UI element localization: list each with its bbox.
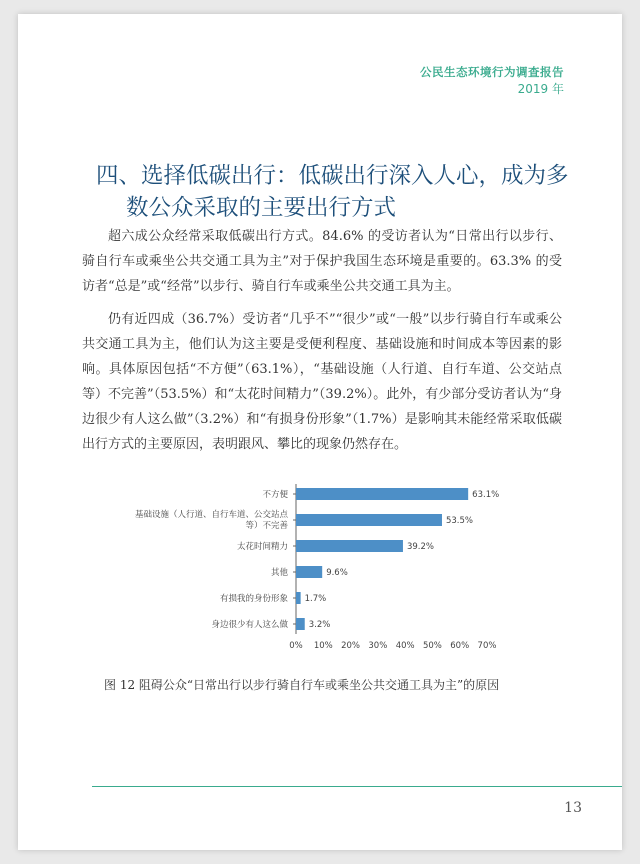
- chart-category-label: 有损我的身份形象: [219, 594, 288, 604]
- chart-category-label: 太花时间精力: [236, 542, 288, 552]
- chart-category-label: 其他: [270, 568, 288, 578]
- section-heading-line2: 数公众采取的主要出行方式: [126, 195, 397, 221]
- chart-x-tick-label: 10%: [313, 641, 333, 651]
- chart-caption: 图 12 阻碍公众“日常出行以步行骑自行车或乘坐公共交通工具为主”的原因: [104, 678, 500, 692]
- report-title: 公民生态环境行为调查报告: [420, 65, 564, 79]
- chart-x-tick-label: 0%: [289, 641, 303, 651]
- chart-bar: [296, 592, 301, 604]
- chart-bar: [296, 566, 322, 578]
- chart-x-tick-label: 40%: [395, 641, 415, 651]
- chart-value-label: 63.1%: [472, 490, 500, 500]
- body-paragraph-1: 超六成公众经常采取低碳出行方式。84.6% 的受访者认为“日常出行以步行、骑自行车或乘坐公共交通工具为主”对于保护我国生态环境是重要的。63.3% 的受访者“总是”或“经常”以步行、骑自行车或乘坐公共交通工具为主。: [82, 229, 562, 294]
- chart-bar: [296, 618, 305, 630]
- chart-value-label: 9.6%: [326, 568, 348, 578]
- chart-x-tick-label: 20%: [341, 641, 361, 651]
- chart-x-tick-label: 50%: [422, 641, 442, 651]
- chart-value-label: 3.2%: [308, 620, 331, 630]
- chart-x-tick-label: 60%: [450, 641, 470, 651]
- chart-bar: [296, 488, 468, 500]
- chart-category-label: 身边很少有人这么做: [211, 620, 288, 630]
- chart-value-label: 1.7%: [304, 594, 327, 604]
- chart-category-label-line: 基础设施（人行道、自行车道、公交站点: [134, 510, 288, 520]
- section-heading-line1: 四、选择低碳出行：低碳出行深入人心，成为多: [96, 163, 569, 189]
- chart-value-label: 53.5%: [445, 516, 473, 526]
- chart-category-label-line: 等）不完善: [245, 521, 288, 531]
- footer-divider: [92, 786, 622, 787]
- chart-x-tick-label: 70%: [477, 641, 497, 651]
- chart-value-label: 39.2%: [406, 542, 434, 552]
- report-year: 2019 年: [517, 82, 564, 96]
- page-number: 13: [564, 800, 582, 816]
- chart-bar: [296, 540, 403, 552]
- chart-category-label: 不方便: [262, 490, 288, 500]
- body-paragraph-2: 仍有近四成（36.7%）受访者“几乎不”“很少”或“一般”以步行骑自行车或乘公共交通工具为主，他们认为这主要是受便利程度、基础设施和时间成本等因素的影响。具体原因包括“不方便”（63.1%），“基础设施（人行道、自行车道、公交站点等）不完善”（53.5%）和“太花时间精力”（39.2%）。此外，有少部分受访者认为“身边很少有人这么做”（3.2%）和“有损身份形象”（1.7%）是影响其未能经常采取低碳出行方式的主要原因，表明跟风、攀比的现象仍然存在。: [82, 312, 562, 452]
- chart-x-tick-label: 30%: [368, 641, 388, 651]
- chart-category-label: [135, 509, 289, 531]
- chart-bar: [296, 514, 442, 526]
